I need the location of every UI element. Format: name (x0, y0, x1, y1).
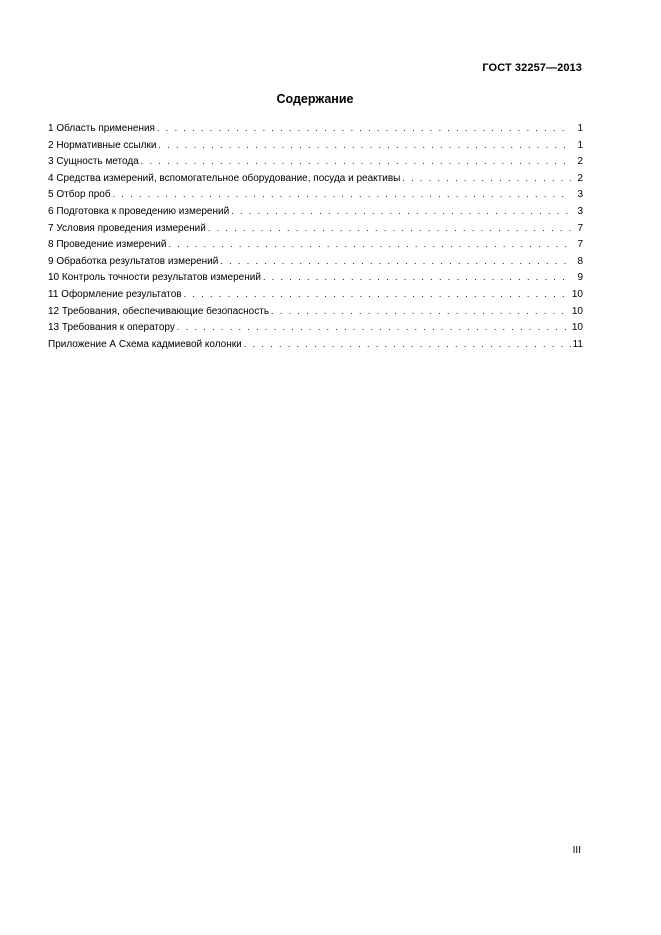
toc-item-label: 2 Нормативные ссылки (48, 139, 157, 151)
toc-leader-dots (402, 170, 571, 187)
toc-leader-dots (177, 319, 570, 336)
toc-leader-dots (244, 336, 571, 353)
toc-item[interactable] (48, 120, 583, 137)
toc-item-label: 11 Оформление результатов (48, 288, 182, 300)
toc-item-page: 2 (577, 172, 583, 184)
toc-item-page: 2 (577, 156, 583, 168)
toc-leader-dots (158, 137, 571, 154)
toc-leader-dots (113, 186, 571, 203)
toc-item[interactable] (48, 170, 583, 187)
toc-item-label: 7 Условия проведения измерений (48, 222, 206, 234)
toc-item[interactable] (48, 220, 583, 237)
toc-item[interactable] (48, 153, 583, 170)
toc-leader-dots (220, 253, 571, 270)
toc-item-page: 3 (577, 189, 583, 201)
toc-item-page: 8 (577, 255, 583, 267)
toc-leader-dots (157, 120, 571, 137)
toc-leader-dots (168, 236, 571, 253)
toc-item-page: 7 (577, 239, 583, 251)
toc-leader-dots (271, 303, 570, 320)
toc-item-page: 9 (577, 272, 583, 284)
toc-item[interactable] (48, 137, 583, 154)
toc-leader-dots (263, 269, 571, 286)
toc-item-label: 6 Подготовка к проведению измерений (48, 205, 230, 217)
toc-item-page: 10 (571, 305, 583, 317)
toc-item[interactable] (48, 186, 583, 203)
toc-item-page: 3 (577, 205, 583, 217)
toc-item[interactable] (48, 236, 583, 253)
toc-item[interactable] (48, 203, 583, 220)
toc-leader-dots (141, 153, 571, 170)
toc-item[interactable] (48, 319, 583, 336)
toc-leader-dots (184, 286, 570, 303)
toc-leader-dots (208, 220, 571, 237)
toc-item[interactable] (48, 303, 583, 320)
toc-item-page: 1 (577, 123, 583, 134)
toc-item-label: 12 Требования, обеспечивающие безопасность (48, 305, 270, 317)
toc-item-page: 1 (577, 139, 583, 151)
toc-title: Содержание (276, 92, 354, 106)
toc-item[interactable] (48, 286, 583, 303)
toc-item-label: 10 Контроль точности результатов измерений (48, 272, 261, 284)
toc-item-label: 9 Обработка результатов измерений (48, 255, 219, 267)
toc-item-page: 10 (571, 288, 583, 300)
toc-item-label: 13 Требования к оператору (48, 322, 175, 334)
toc-item-page: 11 (572, 338, 583, 350)
toc-item-page: 7 (577, 222, 583, 234)
toc-item-label: 3 Сущность метода (48, 156, 139, 168)
toc-item-label: Приложение А Схема кадмиевой колонки (48, 338, 242, 350)
toc-item-label: 5 Отбор проб (48, 189, 111, 201)
toc-item[interactable] (48, 269, 583, 286)
toc-item-label: 4 Средства измерений, вспомогательное оборудование, посуда и реактивы (48, 172, 401, 184)
toc-item-page: 10 (571, 322, 583, 334)
toc-item-label: 8 Проведение измерений (48, 239, 167, 251)
page-number: III (572, 845, 581, 856)
toc-item-label: 1 Область применения (48, 123, 155, 134)
document-code: ГОСТ 32257—2013 (482, 62, 582, 74)
toc-item[interactable] (48, 253, 583, 270)
toc-item[interactable] (48, 336, 583, 353)
toc-leader-dots (231, 203, 571, 220)
table-of-contents (48, 120, 583, 352)
